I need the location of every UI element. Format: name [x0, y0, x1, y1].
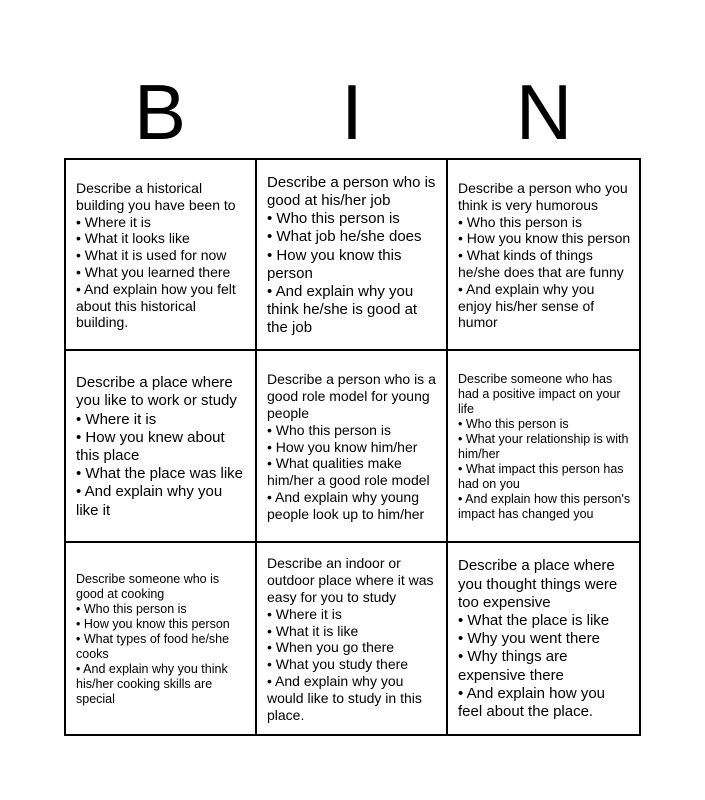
cell-item: • Who this person is [458, 416, 569, 431]
cell-title: Describe a person who is good at his/her job [267, 173, 436, 209]
cell-title: Describe a person who is a good role model for young people [267, 371, 436, 421]
cell-item: • And explain why you like it [76, 483, 223, 519]
bingo-cell-expensive-place[interactable] [448, 543, 639, 734]
cell-item: • And explain why you enjoy his/her sense of humor [458, 280, 595, 331]
cell-item: • Why you went there [458, 630, 600, 648]
bingo-cell-humorous-person[interactable] [448, 160, 639, 351]
cell-item: • What it is used for now [76, 247, 227, 264]
cell-title: Describe a historical building you have been to [76, 180, 236, 213]
cell-item: • And explain how you felt about this historical building. [76, 280, 236, 331]
cell-item: • And explain why you would like to study in this place. [267, 672, 422, 723]
cell-title: Describe someone who has had a positive impact on your life [458, 371, 621, 416]
cell-item: • How you know him/her [267, 438, 418, 455]
bingo-cell-easy-study-place[interactable] [257, 543, 448, 734]
cell-item: • What the place was like [76, 465, 243, 483]
cell-item: • What types of food he/she cooks [76, 631, 230, 661]
cell-item: • How you knew about this place [76, 428, 225, 464]
cell-title: Describe a place where you like to work or study [76, 374, 237, 410]
cell-item: • And explain why young people look up to him/her [267, 488, 425, 522]
cell-item: • What qualities make him/her a good role model [267, 455, 430, 489]
cell-item: • Who this person is [267, 421, 391, 438]
cell-item: • And explain why you think he/she is good at the job [267, 282, 418, 337]
bingo-cell-positive-impact[interactable] [448, 351, 639, 542]
bingo-header [64, 68, 641, 156]
cell-item: • How you know this person [458, 230, 631, 247]
cell-item: • How you know this person [267, 246, 402, 282]
cell-item: • Who this person is [76, 601, 187, 616]
cell-title: Describe an indoor or outdoor place where it was easy for you to study [267, 555, 434, 605]
cell-item: • And explain how you feel about the place. [458, 684, 606, 721]
cell-item: • How you know this person [76, 616, 230, 631]
cell-item: • What the place is like [458, 612, 610, 630]
cell-item: • When you go there [267, 639, 395, 656]
cell-item: • Who this person is [458, 213, 582, 230]
cell-item: • And explain how this person's impact has changed you [458, 491, 631, 521]
cell-item: • Who this person is [267, 210, 400, 228]
cell-title: Describe someone who is good at cooking [76, 571, 220, 601]
cell-title: Describe a place where you thought things were too expensive [458, 557, 618, 611]
cell-item: • What job he/she does [267, 228, 422, 246]
header-letter-i: I [341, 68, 363, 156]
bingo-grid [64, 158, 641, 736]
cell-item: • What you learned there [76, 264, 231, 281]
header-letter-b: B [133, 68, 187, 156]
cell-item: • What you study there [267, 656, 409, 673]
bingo-cell-good-at-cooking[interactable] [66, 543, 257, 734]
cell-item: • What it looks like [76, 230, 190, 247]
cell-item: • Where it is [76, 213, 151, 230]
cell-item: • Where it is [267, 605, 342, 622]
bingo-cell-good-at-job[interactable] [257, 160, 448, 351]
cell-item: • What it is like [267, 622, 359, 639]
cell-item: • Where it is [76, 410, 157, 428]
header-letter-n: N [515, 68, 573, 156]
bingo-cell-work-or-study-place[interactable] [66, 351, 257, 542]
bingo-cell-role-model[interactable] [257, 351, 448, 542]
cell-title: Describe a person who you think is very humorous [458, 180, 628, 213]
cell-item: • And explain why you think his/her cooking skills are special [76, 661, 228, 706]
cell-item: • What impact this person has had on you [458, 461, 624, 491]
cell-item: • What your relationship is with him/her [458, 431, 629, 461]
cell-item: • Why things are expensive there [458, 648, 568, 684]
bingo-cell-historical-building[interactable] [66, 160, 257, 351]
cell-item: • What kinds of things he/she does that are funny [458, 247, 624, 281]
